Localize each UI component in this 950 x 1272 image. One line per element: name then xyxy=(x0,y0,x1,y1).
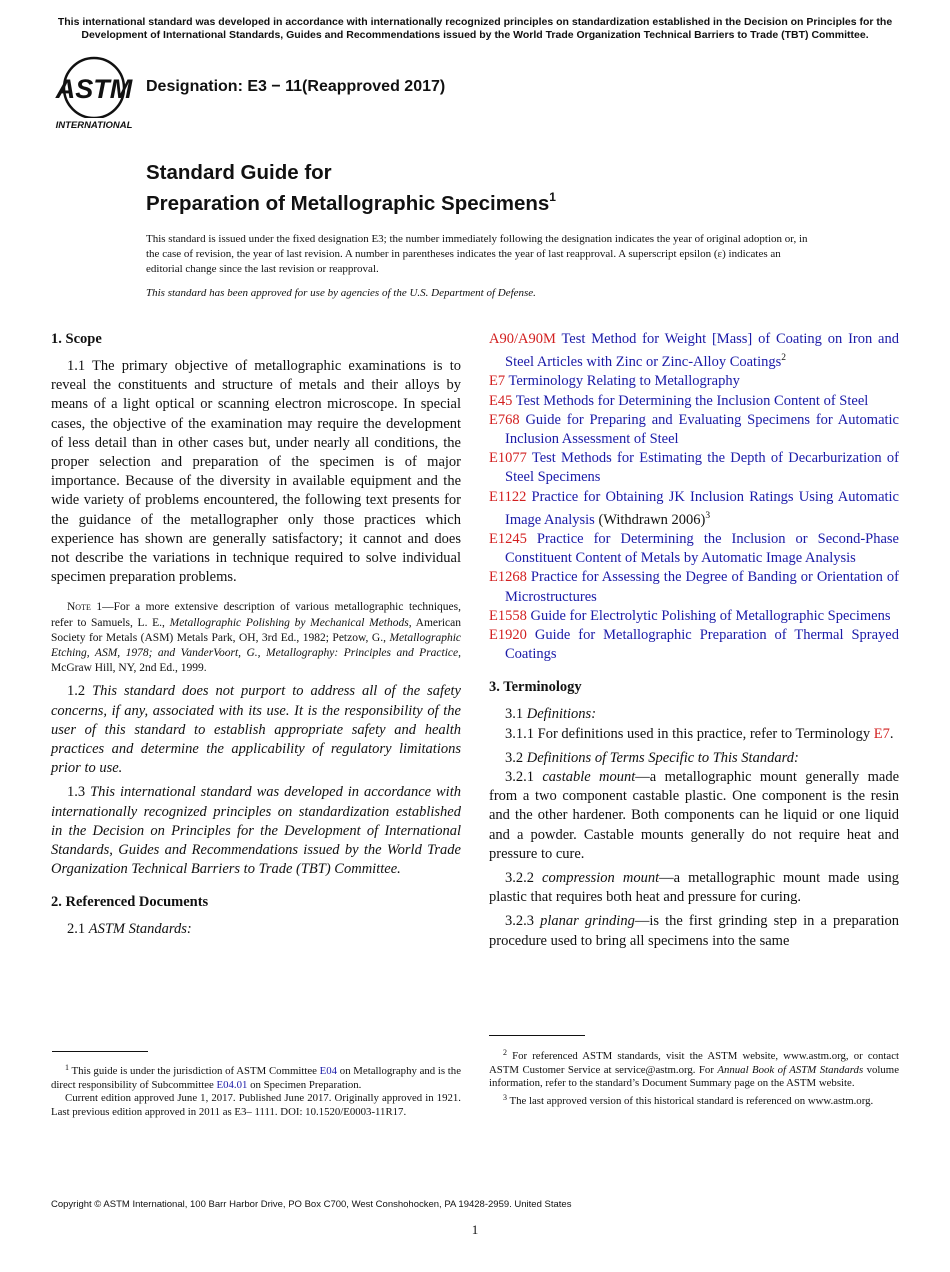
reference-code-link[interactable]: E1245 xyxy=(489,531,527,548)
title-line-2: Preparation of Metallographic Specimens xyxy=(146,192,550,215)
reference-code-link[interactable]: E768 xyxy=(489,411,520,428)
paragraph-1-2: 1.2 This standard does not purport to address all of the safety concerns, if any, associated with its use. It is the responsibility of the user of this standard to establish appropriate safety and health practices and determine the applicability of regulatory limitations prior to use. xyxy=(51,683,461,777)
reference-title-link[interactable]: Practice for Obtaining JK Inclusion Ratings Using Automatic Image Analysis xyxy=(505,488,899,528)
designation: Designation: E3 − 11(Reapproved 2017) xyxy=(146,78,446,95)
footnote-rule-left xyxy=(52,1051,148,1052)
right-column xyxy=(489,330,899,956)
logo-subtext: INTERNATIONAL xyxy=(55,120,133,131)
footnote-1-edition: Current edition approved June 1, 2017. Published June 2017. Originally approved in 1921. Last previous edition approved in 2011 as E3– 1111. DOI: 10.1520/E0003-11R17. xyxy=(51,1092,461,1118)
issuance-text: This standard is issued under the fixed designation E3; the number immediately following the designation indicates the year of original adoption or, in the case of revision, the year of last revision. A number in parentheses indicates the year of last reapproval. A superscript epsilon (ε) indicates an editorial change since the last revision or reapproval. xyxy=(146,233,808,275)
reference-item xyxy=(489,568,899,606)
footnotes-right xyxy=(489,1046,899,1108)
reference-item xyxy=(489,449,899,487)
terminology-e7-link[interactable]: E7 xyxy=(873,725,890,742)
reference-title-link[interactable]: Test Method for Weight [Mass] of Coating on Iron and Steel Articles with Zinc or Zinc-Alloy Coatings xyxy=(505,331,899,371)
reference-title-link[interactable]: Test Methods for Determining the Inclusion Content of Steel xyxy=(512,392,869,409)
reference-code-link[interactable]: E7 xyxy=(489,373,506,390)
document-title xyxy=(146,160,556,216)
reference-code-link[interactable]: E1558 xyxy=(489,607,527,624)
reference-title-link[interactable]: Guide for Preparing and Evaluating Specimens for Automatic Inclusion Assessment of Steel xyxy=(505,411,899,448)
subcommittee-e04-01-link[interactable]: E04.01 xyxy=(216,1078,248,1091)
dod-approval: This standard has been approved for use by agencies of the U.S. Department of Defense. xyxy=(146,287,536,299)
reference-title-link[interactable]: Terminology Relating to Metallography xyxy=(505,373,740,390)
section-heading-terminology: 3. Terminology xyxy=(489,679,582,696)
page-number: 1 xyxy=(471,1222,479,1237)
reference-code-link[interactable]: A90/A90M xyxy=(489,331,556,347)
logo-mark: ASTM xyxy=(55,74,133,104)
section-heading-scope: 1. Scope xyxy=(51,331,102,347)
reference-status: (Withdrawn 2006) xyxy=(594,511,706,528)
title-line-1: Standard Guide for xyxy=(146,161,332,184)
issuance-statement xyxy=(146,232,816,301)
paragraph-3-2-1: 3.2.1 castable mount—a metallographic mount generally made from a two component castable plastic. One component is the resin and the other hardener. Both components can he liquid or one liquid and a powder. Castable mounts generally do not require heat and pressure to cure. xyxy=(489,769,900,862)
referenced-standards-list xyxy=(489,330,899,664)
footnote-1: $^1$ This guide is under the jurisdiction of ASTM Committee E04 on Metallography and is the direct responsibility of Subcommittee E04.01 on Specimen Preparation. Current edition approved June 1, 2017. Published June 2017. Originally approved in 1921. Last previous edition approved in 2011 as E3– 1111. DOI: 10.1520/E0003-11R17. xyxy=(51,1063,461,1118)
paragraph-3-2-3: 3.2.3 planar grinding—is the first grinding step in a preparation procedure used to bring all specimens into the same xyxy=(489,913,900,949)
footnote-rule-right xyxy=(489,1035,585,1036)
copyright-notice: Copyright © ASTM International, 100 Barr Harbor Drive, PO Box C700, West Conshohocken, PA 19428-2959. United States xyxy=(51,1199,572,1210)
section-heading-referenced-documents: 2. Referenced Documents xyxy=(51,894,209,911)
paragraph-3-2: 3.2 Definitions of Terms Specific to This Standard: xyxy=(505,749,799,766)
reference-item xyxy=(489,607,899,626)
reference-item xyxy=(489,488,899,530)
reference-item xyxy=(489,530,899,568)
footnote-3: $^3$ The last approved version of this historical standard is referenced on www.astm.org. xyxy=(503,1092,874,1107)
reference-code-link[interactable]: E45 xyxy=(489,392,513,409)
committee-e04-link[interactable]: E04 xyxy=(319,1065,338,1077)
reference-item xyxy=(489,411,899,449)
note-label: Note xyxy=(67,601,91,614)
paragraph-3-1-1: 3.1.1 For definitions used in this practice, refer to Terminology E7. xyxy=(505,725,894,742)
reference-footnote-mark: 2 xyxy=(781,353,787,364)
reference-item xyxy=(489,626,899,664)
reference-item xyxy=(489,372,899,391)
note-1: Note 1—For a more extensive description of various metallographic techniques, refer to Samuels, L. E., Metallographic Polishing by Mechanical Methods, American Society for Metals (ASM) Metals Park, OH, 3rd Ed., 1982; Petzow, G., Metallographic Etching, ASM, 1978; and VanderVoort, G., Metallography: Principles and Practice, McGraw Hill, NY, 2nd Ed., 1999. xyxy=(51,601,461,675)
paragraph-1-1: 1.1 The primary objective of metallographic examinations is to reveal the constituents and structure of metals and their alloys by means of a light optical or scanning electron microscope. In special cases, the objective of the examination may require the development of less detail than in other cases but, under nearly all conditions, the proper selection and preparation of the specimen is of major importance. Because of the diversity in available equipment and the wide variety of problems encountered, the following text presents for the guidance of the metallographer only those practices which experience has shown are generally satisfactory; it cannot and does not describe the variations in technique required to solve individual specimen preparation problems. xyxy=(51,358,461,586)
reference-code-link[interactable]: E1920 xyxy=(489,627,527,644)
footnote-2: $^2$ For referenced ASTM standards, visit the ASTM website, www.astm.org, or contact ASTM Customer Service at service@astm.org. For Annual Book of ASTM Standards volume information, refer to the standard’s Document Summary page on the ASTM website. xyxy=(489,1048,899,1090)
paragraph-1-3: 1.3 This international standard was developed in accordance with internationally recognized principles on standardization established in the Decision on Principles for the Development of International Standards, Guides and Recommendations issued by the World Trade Organization Technical Barriers to Trade (TBT) Committee. xyxy=(51,784,461,878)
reference-title-link[interactable]: Guide for Electrolytic Polishing of Metallographic Specimens xyxy=(526,607,891,624)
paragraph-3-2-2: 3.2.2 compression mount—a metallographic mount made using plastic that requires both heat and pressure for curing. xyxy=(489,870,900,906)
reference-footnote-mark: 3 xyxy=(705,510,711,521)
title-footnote-mark: 1 xyxy=(549,190,556,204)
reference-title-link[interactable]: Test Methods for Estimating the Depth of Decarburization of Steel Specimens xyxy=(505,450,899,486)
reference-title-link[interactable]: Guide for Metallographic Preparation of Thermal Sprayed Coatings xyxy=(505,627,899,663)
reference-title-link[interactable]: Practice for Assessing the Degree of Banding or Orientation of Microstructures xyxy=(505,569,899,605)
reference-item xyxy=(489,392,899,411)
reference-title-link[interactable]: Practice for Determining the Inclusion or Second-Phase Constituent Content of Metals by Automatic Image Analysis xyxy=(505,531,899,567)
reference-item xyxy=(489,330,899,372)
reference-code-link[interactable]: E1122 xyxy=(489,488,527,505)
paragraph-3-1: 3.1 Definitions: xyxy=(505,706,597,723)
reference-code-link[interactable]: E1077 xyxy=(489,450,527,467)
tbt-banner: This international standard was developed in accordance with internationally recognized principles on standardization established in the Decision on Principles for the Development of International Standards, Guides and Recommendations issued by the World Trade Organization Technical Barriers to Trade (TBT) Committee. xyxy=(57,16,893,41)
paragraph-2-1: 2.1 ASTM Standards: xyxy=(67,921,192,938)
astm-logo xyxy=(54,56,134,132)
left-column xyxy=(51,330,461,945)
reference-code-link[interactable]: E1268 xyxy=(489,569,527,586)
